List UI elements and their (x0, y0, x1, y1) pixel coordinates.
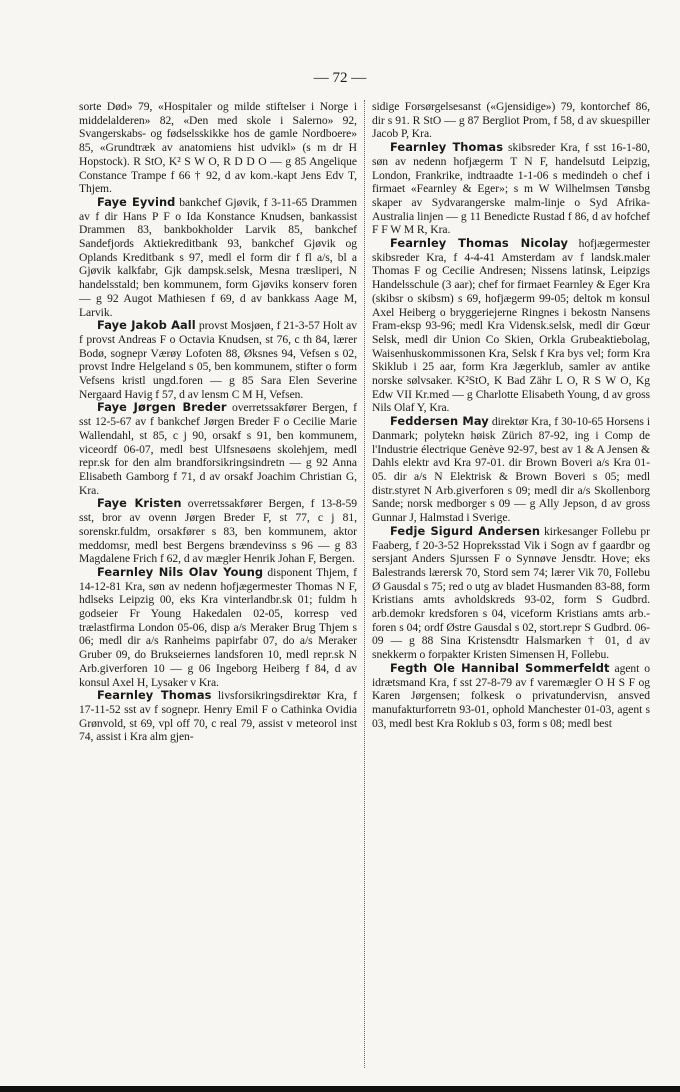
entry-text: kirkesanger Follebu pr Faaberg, f 20-3-52 Hopreksstad Vik i Sogn av f gaardbr og sersjant Anders Sjurssen F o Synnøve Jensdtr. Hove; eks Balestrands lærersk 70, Stord sem 74; lærer Vik 70, Follebu Ø Gausdal s 75; red o utg av bladet Husmanden 83-88, form Kristians amts avholdskreds 93-02, form S Gudbrd. arb.demokr kredsforen s 04, viceform Kristians amts arb.-foren s 04; ordf Østre Gausdal s 02, stort.repr S Gudbrd. 06-09 — g 88 Sina Kristensdtr Halsmarken † 01, d av snekkerm o forpakter Kristen Simensen H, Follebu. (372, 524, 650, 662)
entry-name: Faye Jørgen Breder (97, 400, 227, 415)
entry-text: hofjægermester skibsreder Kra, f 4-4-41 Amsterdam av f landsk.maler Thomas F og Cecilie Andresen; Nissens latinsk, Leipzigs Handelsschule (3 aar); chef for firmaet Fearnley & Eger Kra (skibsr o skibsm) s 69, hofjægerm 99-05; deltok m konsul Axel Heiberg o bryggeriejerne Ringnes i bekostn Nansens Fram-eksp 93-96; medl Kra Vidensk.selsk, medl dir Gœur Selsk, medl dir Union Co Skien, Orkla Grubeaktiebolag, Waisenhuskommissonen Kra, Selsk f Kra bys vel; form Kra Skiklub i 25 aar, form Kra Jægerklub, samler av antike norske sølvsaker. K²StO, K Bad Zähr L O, R S W O, Kg Edw VII Kr.med — g Charlotte Elisabeth Young, d av gross Nils Olaf Y, Kra. (372, 237, 651, 415)
biography-entry (79, 401, 357, 497)
page-number: — 72 — (313, 70, 367, 86)
biography-entry (372, 100, 650, 141)
entry-text: overretssakfører Bergen, f sst 12-5-67 av f bankchef Jørgen Breder F o Cecilie Marie Wallendahl, st 85, c j 90, orsakf s 91, ben kommunem, viceordf 06-07, medl best Ulfsnesøens skolehjem, medl repr.sk for den alm brandforsikringsindretn — g 92 Anna Elisabeth Gamborg f 71, d av orsakf Joachim Christian G, Kra. (79, 401, 357, 497)
left-column (79, 100, 357, 744)
entry-text: sorte Død» 79, «Hospitaler og milde stiftelser i Norge i middelalderen» 82, «Den med skole i Salerno» 92, Svangerskabs- og fødselsskikke hos de gamle Nordboere» 85, «Grundtræk av anatomiens hist udvikl» (s m dr H Hopstock). R StO, K² S W O, R D D O — g 85 Angelique Constance Trampe f 66 † 92, d av kom.-kapt Jens Edv T, Thjem. (79, 100, 357, 196)
entry-text: sidige Forsørgelsesanst («Gjensidige») 79, kontorchef 86, dir s 91. R StO — g 87 Bergliot Prom, f 58, d av skuespiller Jacob P, Kra. (372, 100, 650, 141)
entry-name: Feddersen May (390, 414, 489, 429)
biography-entry (79, 100, 357, 196)
biography-entry (372, 525, 650, 662)
biography-entry (79, 689, 357, 744)
entry-text: direktør Kra, f 30-10-65 Horsens i Danmark; polytekn høisk Zürich 87-92, ing i Comp de l'Industrie électrique Genève 92-97, best av 1 & A Jensen & Dahls elektr avd Kra 97-01. dir Brown Boveri a/s Kra 01-05. dir a/s N Elektrisk & Brown Boveri s 05; medl distr.styret N Arb.giverforen s 09; medl dir a/s Skollenborg Sande; norsk medborger s 09 — g Ally Jepson, d av gross Gunnar J, Halmstad i Sverige. (372, 415, 651, 525)
biography-entry (372, 415, 650, 525)
entry-name: Fearnley Thomas Nicolay (390, 236, 568, 251)
entry-text: overretssakfører Bergen, f 13-8-59 sst, bror av ovenn Jørgen Breder F, st 77, c j 81, sorenskr.fuldm, orsakfører s 83, ben kommunem, aktor meddomsr, medl best Bergens brændevinss s 96 — g 83 Magdalene Frich f 62, d av mægler Henrik Johan F, Bergen. (79, 497, 357, 566)
entry-text: agent o idrætsmand Kra, f sst 27-8-79 av f varemægler O H S F og Karen Jørgensen; folkesk o privatundervisn, ansved manufakturforretn 93-01, ophold Manchester 01-03, agent s 03, medl best Kra Roklub s 03, form s 08; medl best (372, 661, 651, 730)
biography-entry (372, 662, 650, 731)
column-divider (364, 100, 365, 1068)
entry-name: Faye Kristen (97, 496, 182, 511)
entry-name: Faye Jakob Aall (97, 318, 196, 333)
entry-text: provst Mosjøen, f 21-3-57 Holt av f provst Andreas F o Octavia Knudsen, st 76, c th 84, lærer Bodø, sognepr Værøy Lofoten 88, Øksnes 94, Vefsen s 02, provst Indre Helgeland s 05, ben kommunem, stifter o form Vefsens kristl ungd.foren — g 85 Sara Elen Severine Nergaard Havig f 57, d av lensm C M H, Vefsen. (79, 319, 358, 401)
biography-entry (372, 141, 650, 237)
entry-name: Faye Eyvind (97, 194, 176, 209)
entry-name: Fearnley Thomas (390, 140, 504, 155)
entry-name: Fedje Sigurd Andersen (390, 523, 541, 538)
entry-name: Fegth Ole Hannibal Sommerfeldt (390, 660, 610, 675)
entry-text: bankchef Gjøvik, f 3-11-65 Drammen av f dir Hans P F o Ida Konstance Knudsen, bankassist Drammen 83, bankbokholder Larvik 85, bankchef Sandefjords Aktiekreditbank 93, bankchef Gjøvik og Oplands Kreditbank s 97, medl el form dir f fl a/s, bl a Gjøvik kalkfabr, Gjk dampsk.selsk, Mesna træsliperi, N handelsstald; ben kommunem, form Gjøviks konserv foren — g 92 Augot Mathiesen f 69, d av bankkass Aage M, Larvik. (79, 195, 358, 319)
page-bottom-edge (0, 1086, 680, 1092)
biography-entry (79, 497, 357, 566)
biography-entry (79, 566, 357, 689)
entry-name: Fearnley Thomas (97, 688, 212, 703)
biography-entry (372, 237, 650, 415)
entry-text: livsforsikringsdirektør Kra, f 17-11-52 sst av f sognepr. Henry Emil F o Cathinka Ovidia Grønvold, st 69, vpl off 70, c real 79, assist v meteorol inst 74, assist i Kra alm gjen- (79, 689, 357, 744)
biography-entry (79, 196, 357, 319)
entry-text: skibsreder Kra, f sst 16-1-80, søn av nedenn hofjægerm T N F, handelsutd Leipzig, London, Frankrike, indtraadte 1-1-06 s medindeh o chef i firmaet «Fearnley & Eger»; s m W Wilhelmsen Tønsbg skaper av Sydvarangerske malm-linje o Syd Afrika-Australia linjen — g 11 Benedicte Rustad f 86, d av hofchef F F W M R, Kra. (372, 141, 650, 237)
entry-text: disponent Thjem, f 14-12-81 Kra, søn av nedenn hofjægermester Thomas N F, hdlseks Leipzig 00, eks Kra vinterlandbr.sk 01; fuldm h godseier Fr Young Hakedalen 02-05, korresp ved trælastfirma London 05-06, disp a/s Meraker Brug Thjem s 06; medl dir a/s Ranheims papirfabr 07, do a/s Meraker Gruber 09, do Brukseiernes landsforen 10, medl repr.sk N Arb.giverforen 10 — g 06 Ingeborg Heiberg f 84, d av konsul Axel H, Lysaker v Kra. (79, 565, 357, 689)
entry-name: Fearnley Nils Olav Young (97, 564, 264, 579)
right-column (372, 100, 650, 730)
biography-entry (79, 319, 357, 401)
